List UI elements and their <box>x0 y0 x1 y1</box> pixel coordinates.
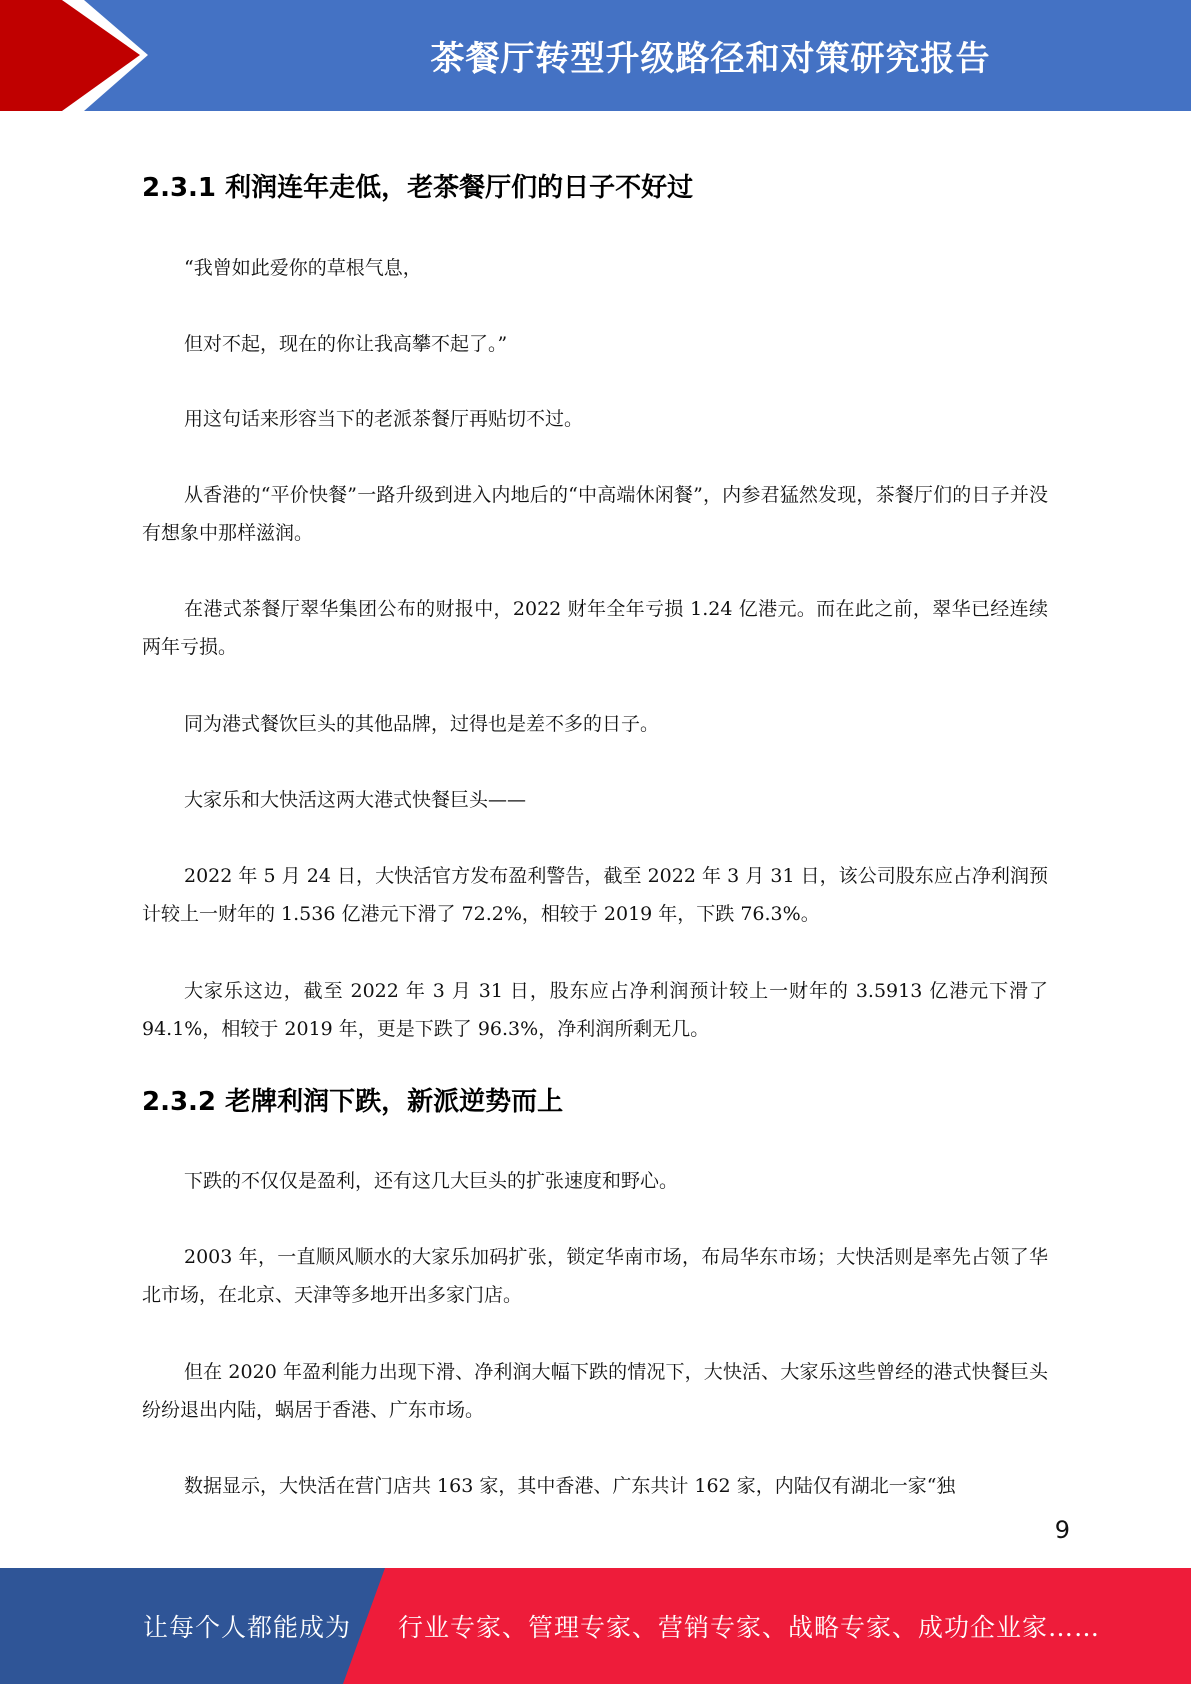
paragraph: 从香港的“平价快餐”一路升级到进入内地后的“中高端休闲餐”，内参君猛然发现，茶餐厅们的日子并没有想象中那样滋润。 <box>142 484 1048 544</box>
report-title: 茶餐厅转型升级路径和对策研究报告 <box>430 39 991 79</box>
paragraph: 同为港式餐饮巨头的其他品牌，过得也是差不多的日子。 <box>184 713 660 735</box>
paragraph: 2022 年 5 月 24 日，大快活官方发布盈利警告，截至 2022 年 3 月 31 日，该公司股东应占净利润预计较上一财年的 1.536 亿港元下滑了 72.2%，相较于 2019 年，下跌 76.3%。 <box>142 865 1048 925</box>
paragraph: 在港式茶餐厅翠华集团公布的财报中，2022 财年全年亏损 1.24 亿港元。而在此之前，翠华已经连续两年亏损。 <box>142 598 1048 658</box>
section-heading: 2.3.2 老牌利润下跌，新派逆势而上 <box>142 1087 564 1117</box>
paragraph: 但对不起，现在的你让我高攀不起了。” <box>184 333 508 355</box>
paragraph: 用这句话来形容当下的老派茶餐厅再贴切不过。 <box>184 408 584 430</box>
paragraph: 数据显示，大快活在营门店共 163 家，其中香港、广东共计 162 家，内陆仅有湖北一家“独 <box>184 1475 956 1497</box>
paragraph: 大家乐和大快活这两大港式快餐巨头—— <box>184 789 527 811</box>
page-number: 9 <box>1054 1516 1070 1544</box>
footer-slogan-left: 让每个人都能成为 <box>143 1613 352 1642</box>
page-header <box>0 0 1191 111</box>
paragraph: “我曾如此爱你的草根气息， <box>184 257 422 279</box>
paragraph: 2003 年，一直顺风顺水的大家乐加码扩张，锁定华南市场，布局华东市场；大快活则是率先占领了华北市场，在北京、天津等多地开出多家门店。 <box>142 1246 1048 1306</box>
footer-slogan-right: 行业专家、管理专家、营销专家、战略专家、成功企业家…… <box>398 1613 1101 1642</box>
section-heading: 2.3.1 利润连年走低，老茶餐厅们的日子不好过 <box>142 173 694 203</box>
paragraph: 但在 2020 年盈利能力出现下滑、净利润大幅下跌的情况下，大快活、大家乐这些曾经的港式快餐巨头纷纷退出内陆，蜗居于香港、广东市场。 <box>142 1361 1048 1421</box>
paragraph: 大家乐这边，截至 2022 年 3 月 31 日，股东应占净利润预计较上一财年的 3.5913 亿港元下滑了 94.1%，相较于 2019 年，更是下跌了 96.3%，净利润所剩无几。 <box>142 980 1048 1040</box>
page-footer <box>0 1568 1191 1684</box>
paragraph: 下跌的不仅仅是盈利，还有这几大巨头的扩张速度和野心。 <box>184 1170 679 1192</box>
